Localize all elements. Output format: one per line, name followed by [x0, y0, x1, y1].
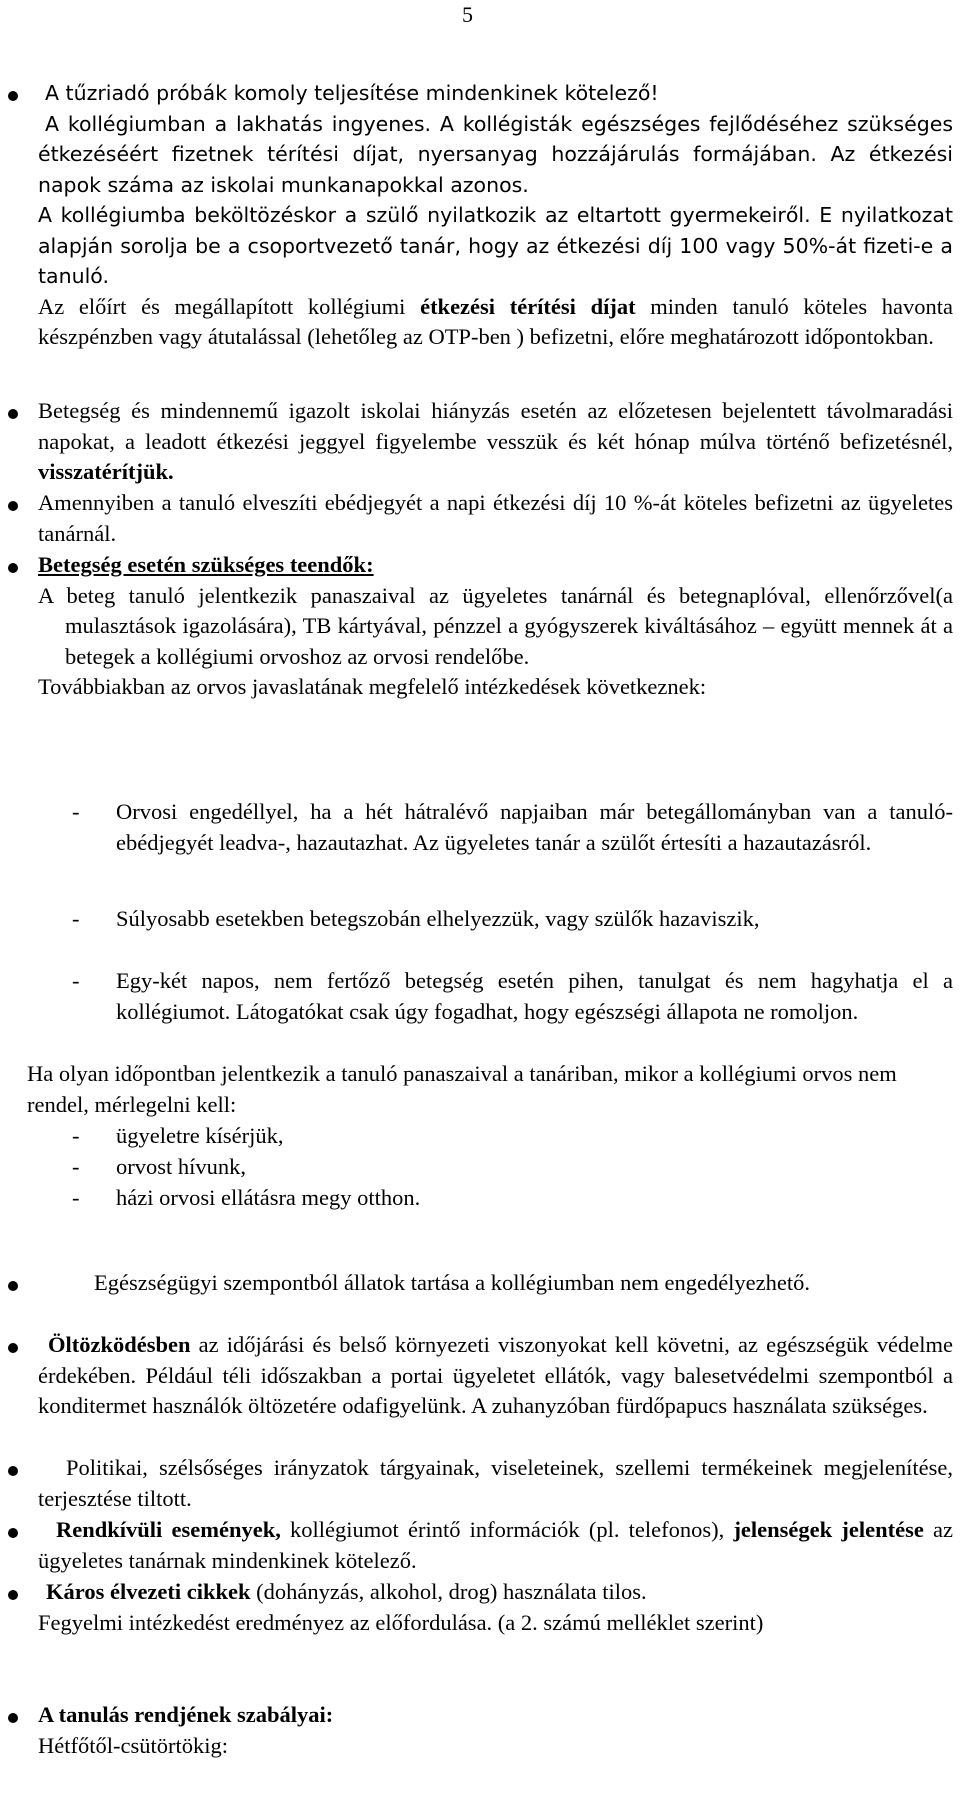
dash-item-3 [116, 966, 953, 1027]
page-number: 5 [462, 2, 473, 27]
refund-bold: visszatérítjük. [38, 459, 174, 484]
fire-drill-line: A tűzriadó próbák komoly teljesítése mindenkinek kötelező! [45, 81, 659, 105]
paragraph-refund [38, 396, 953, 488]
dash-item-5-text: orvost hívunk, [116, 1154, 247, 1179]
refund-text: Betegség és mindennemű igazolt iskolai hiányzás esetén az előzetesen bejelentett távolmaradási napokat, a leadott étkezési jeggyel figyelembe vesszük és két hónap múlva történő befizetésnél, [38, 398, 953, 454]
paragraph-events [38, 1515, 953, 1576]
dash-item-1 [116, 797, 953, 858]
dash-item-4 [116, 1121, 916, 1152]
events-text-1: kollégiumot érintő információk (pl. telefonos), [280, 1517, 734, 1542]
bullet-10 [8, 1713, 18, 1723]
dash-item-2-text: Súlyosabb esetekben betegszobán elhelyezzük, vagy szülők hazaviszik, [116, 906, 760, 931]
illness-paragraph-2: Továbbiakban az orvos javaslatának megfelelő intézkedések következnek: [38, 674, 707, 699]
dash-6: - [72, 1185, 80, 1210]
declaration-paragraph: A kollégiumba beköltözéskor a szülő nyilatkozik az eltartott gyermekeiről. E nyilatkozat alapján sorolja be a csoportvezető tanár, hogy az étkezési díj 100 vagy 50%-át fizeti-e a tanuló. [38, 203, 953, 288]
dash-1: - [72, 799, 80, 824]
bullet-4 [8, 563, 18, 573]
illness-paragraph-3-text: Ha olyan időpontban jelentkezik a tanuló panaszaival a tanáriban, mikor a kollégiumi orvos nem rendel, mérlegelni kell: [27, 1061, 897, 1117]
section-illness [38, 550, 953, 703]
events-bold-2: jelenségek jelentése [733, 1517, 924, 1542]
study-rules-heading: A tanulás rendjének szabályai: [38, 1702, 334, 1727]
paragraph-clothing [38, 1330, 953, 1422]
bullet-5 [8, 1281, 18, 1291]
dash-item-2 [116, 904, 953, 935]
bullet-7 [8, 1466, 18, 1476]
illness-heading: Betegség esetén szükséges teendők: [38, 552, 374, 577]
paragraph-animals [38, 1268, 953, 1299]
illness-paragraph-3 [27, 1059, 933, 1120]
paragraph-harmful [38, 1577, 953, 1638]
bullet-3 [8, 501, 18, 511]
bullet-9 [8, 1590, 18, 1600]
dash-3: - [72, 968, 80, 993]
section-study-rules [38, 1700, 953, 1761]
dash-5: - [72, 1154, 80, 1179]
dash-4: - [72, 1123, 80, 1148]
events-text-2: az ügyeletes tanárnak mindenkinek kötelező. [38, 1517, 953, 1573]
paragraph-fire-drill-and-meals [38, 78, 953, 353]
dash-item-1-text: Orvosi engedéllyel, ha a hét hátralévő napjaiban már betegállományban van a tanuló- ebédjegyét leadva-, hazautazhat. Az ügyeletes tanár a szülőt értesíti a hazautazásról. [116, 799, 953, 855]
bullet-8 [8, 1528, 18, 1538]
meal-fee-bold: étkezési térítési díjat [420, 293, 636, 319]
politics-text: Politikai, szélsőséges irányzatok tárgyainak, viseleteinek, szellemi termékeinek megjelenítése, terjesztése tiltott. [38, 1455, 953, 1511]
bullet-6 [8, 1343, 18, 1353]
dash-item-4-text: ügyeletre kísérjük, [116, 1123, 284, 1148]
meal-fee-paragraph [38, 292, 953, 353]
accommodation-paragraph: A kollégiumban a lakhatás ingyenes. A kollégisták egészséges fejlődéséhez szükséges étkezéséért fizetnek térítési díjat, nyersanyag hozzájárulás formájában. Az étkezési napok száma az iskolai munkanapokkal azonos. [38, 111, 953, 197]
bullet-1 [8, 91, 18, 101]
meal-fee-intro: Az előírt és megállapított kollégiumi [38, 293, 421, 319]
illness-paragraph-1: A beteg tanuló jelentkezik panaszaival az ügyeletes tanárnál és betegnaplóval, ellenőrzővel(a mulasztások igazolására), TB kártyával, pénzzel a gyógyszerek kiváltásához – együtt mennek át a betegek a kollégiumi orvoshoz az orvosi rendelőbe. [38, 582, 953, 669]
dash-item-6 [116, 1183, 916, 1214]
bullet-2 [8, 409, 18, 419]
clothing-bold: Öltözködésben [48, 1332, 191, 1357]
dash-2: - [72, 906, 80, 931]
harmful-text: (dohányzás, alkohol, drog) használata tilos. [250, 1579, 647, 1604]
meal-fee-rest: minden tanuló köteles havonta készpénzben vagy átutalással (lehetőleg az OTP-ben ) befizetni, előre meghatározott időpontokban. [38, 293, 954, 349]
harmful-bold: Káros élvezeti cikkek [46, 1579, 251, 1604]
paragraph-politics [38, 1453, 953, 1514]
paragraph-lost-ticket [38, 488, 953, 549]
dash-item-6-text: házi orvosi ellátásra megy otthon. [116, 1185, 421, 1210]
events-bold-1: Rendkívüli események, [56, 1517, 281, 1542]
harmful-line-2: Fegyelmi intézkedést eredményez az előfordulása. (a 2. számú melléklet szerint) [38, 1609, 764, 1635]
dash-item-5 [116, 1152, 916, 1183]
clothing-text: az időjárási és belső környezeti viszonyokat kell követni, az egészségük védelme érdekében. Például téli időszakban a portai ügyeletet ellátók, vagy balesetvédelmi szempontból a konditermet használók öltözetére odafigyelünk. A zuhanyzóban fürdőpapucs használata szükséges. [38, 1332, 953, 1418]
lost-ticket-text: Amennyiben a tanuló elveszíti ebédjegyét a napi étkezési díj 10 %-át köteles befizetni az ügyeletes tanárnál. [38, 490, 953, 546]
study-rules-line-2: Hétfőtől-csütörtökig: [38, 1732, 228, 1758]
dash-item-3-text: Egy-két napos, nem fertőző betegség esetén pihen, tanulgat és nem hagyhatja el a kollégiumot. Látogatókat csak úgy fogadhat, hogy egészségi állapota ne romoljon. [116, 968, 953, 1024]
animals-text: Egészségügyi szempontból állatok tartása a kollégiumban nem engedélyezhető. [94, 1270, 811, 1295]
